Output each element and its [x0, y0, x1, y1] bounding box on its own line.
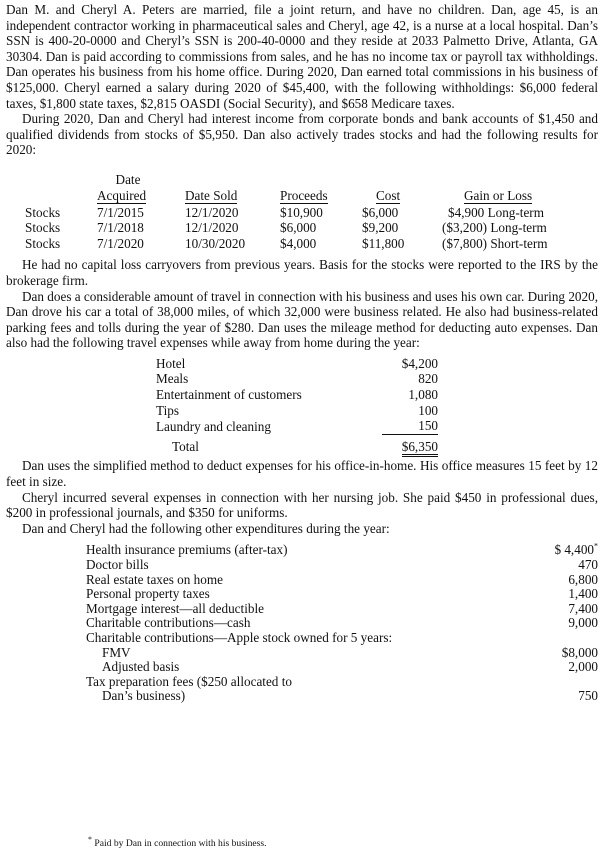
footnote-mark: * [88, 834, 92, 844]
expenditure-row: Mortgage interest—all deductible 7,400 [86, 600, 598, 616]
travel-total-amount: $6,350 [382, 434, 438, 454]
expenditure-row: Doctor bills 470 [86, 557, 598, 572]
other-expenditures-paragraph: Dan and Cheryl had the following other expenditures during the year: [22, 520, 390, 536]
date-sold-header: Date Sold [185, 187, 238, 203]
expenditure-row: FMV $8,000 [102, 644, 598, 660]
stock-row: Stocks 7/1/2015 12/1/2020 $10,900 $6,000 $4,900 Long-term [25, 204, 544, 220]
nursing-paragraph: Cheryl incurred several expenses in connection with her nursing job. She paid $450 in professional dues, $200 in professional journals, and $350 for uniforms. [6, 489, 598, 521]
travel-total-row [156, 434, 438, 454]
intro-paragraph: Dan M. and Cheryl A. Peters are married, file a joint return, and have no children. Dan, age 45, is an independent contractor working in pharmaceutical sales and Cheryl, age 42, is a nurse at a local hospital. Dan’s SSN is 400-20-0000 and Cheryl’s SSN is 200-40-0000 and they reside at 2033 Palmetto Drive, Atlanta, GA 30304. Dan is paid according to commissions from sales, and he has no income tax or payroll tax withholdings. Dan operates his business from his home office. During 2020, Dan earned total commissions in his business of $125,000. Cheryl earned a salary during 2020 of $45,400, with the following withholdings: $6,000 federal taxes, $1,800 state taxes, $2,815 OASDI (Social Security), and $658 Medicare taxes. [6, 2, 598, 111]
date-acquired-header: Date Acquired [97, 171, 147, 203]
travel-paragraph: Dan does a considerable amount of travel in connection with his business and uses his own car. During 2020, Dan drove his car a total of 38,000 miles, of which 32,000 were business related. He also had business-related parking fees and tolls during the year of $280. Dan uses the mileage method for deducting auto expenses. Dan also had the following travel expenses while away from home during the year: [6, 288, 598, 351]
stock-table-header [25, 172, 547, 205]
expenditure-row: Health insurance premiums (after-tax) $ 4,400* [86, 542, 598, 558]
expenditure-row: Charitable contributions—cash 9,000 [86, 615, 598, 631]
other-expenditures-table [86, 543, 598, 704]
carryover-paragraph: He had no capital loss carryovers from previous years. Basis for the stocks were reported to the IRS by the brokerage firm. [6, 257, 598, 288]
stock-row: Stocks 7/1/2018 12/1/2020 $6,000 $9,200 ($3,200) Long-term [25, 220, 547, 236]
expenditure-row: Charitable contributions—Apple stock owned for 5 years: [86, 629, 393, 645]
footnote-marker: * [594, 542, 598, 552]
expenditure-row: Real estate taxes on home 6,800 [86, 571, 598, 587]
travel-expenses-table [156, 356, 438, 455]
proceeds-header: Proceeds [280, 187, 328, 203]
stock-row: Stocks 7/1/2020 10/30/2020 $4,000 $11,800 ($7,800) Short-term [25, 235, 548, 251]
office-paragraph: Dan uses the simplified method to deduct expenses for his office-in-home. His office measures 15 feet by 12 feet in size. [6, 458, 598, 490]
stock-sales-table [25, 172, 547, 251]
travel-row: Laundry and cleaning 150 [156, 418, 438, 434]
cost-header: Cost [376, 187, 401, 203]
expenditure-row: Personal property taxes 1,400 [86, 586, 598, 602]
income-paragraph: During 2020, Dan and Cheryl had interest income from corporate bonds and bank accounts of $1,450 and qualified dividends from stocks of $5,950. Dan also actively trades stocks and had the following results for 2020: [6, 111, 598, 158]
travel-row: Entertainment of customers 1,080 [156, 387, 438, 403]
expenditure-row: Adjusted basis 2,000 [102, 659, 598, 675]
travel-row: Hotel $4,200 [156, 355, 438, 371]
travel-row: Tips 100 [156, 402, 438, 418]
expenditure-row: Tax preparation fees ($250 allocated to Dan’s business) 750 [86, 673, 598, 704]
problem-page [6, 2, 598, 706]
travel-row: Meals 820 [156, 371, 438, 387]
footnote-text: Paid by Dan in connection with his business. [94, 838, 267, 849]
travel-total-label: Total [172, 438, 199, 454]
gain-header: Gain or Loss [464, 187, 533, 203]
footnote [88, 834, 267, 849]
